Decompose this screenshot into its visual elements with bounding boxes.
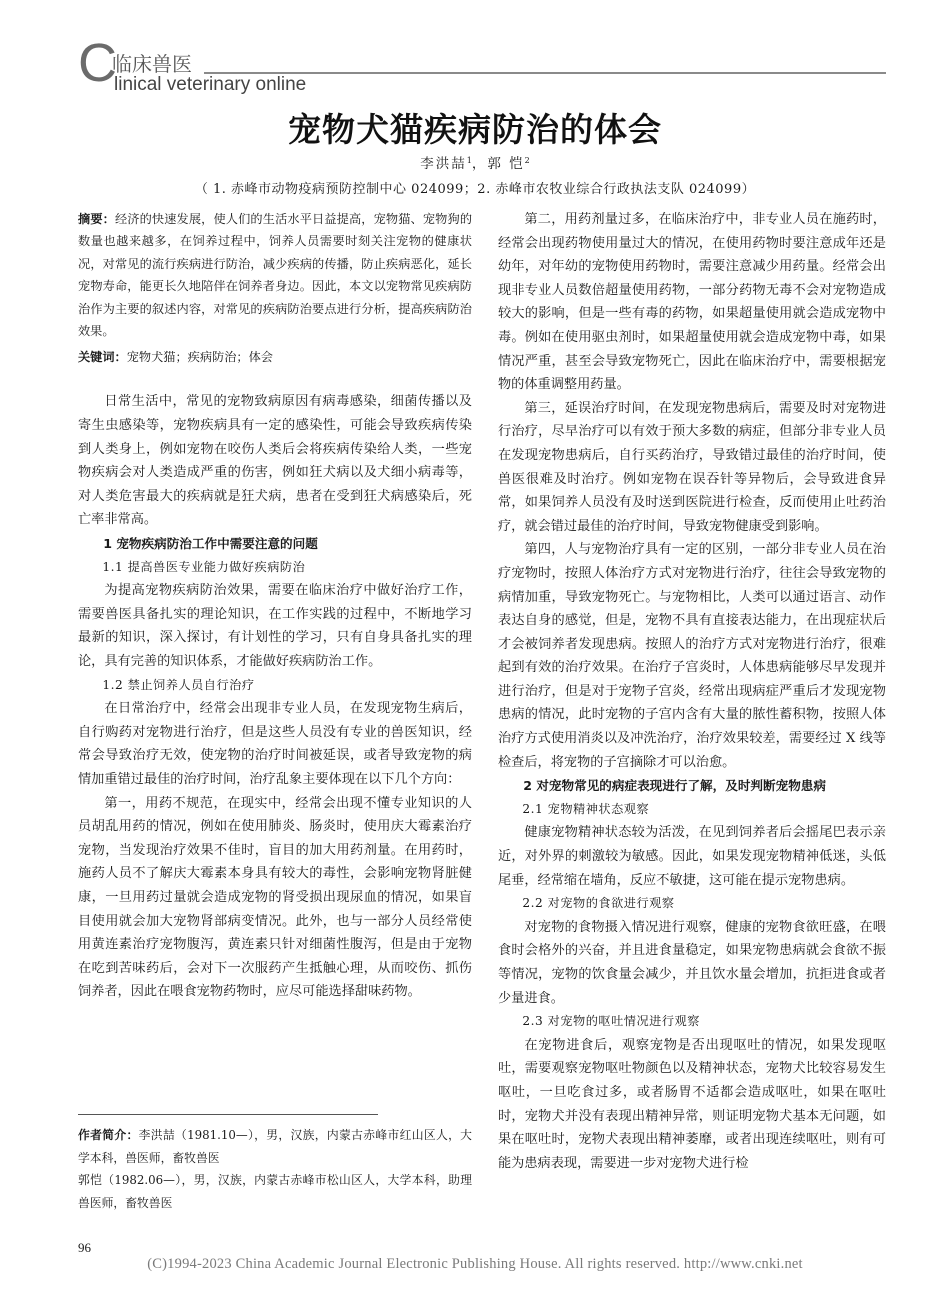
section-2-3-paragraph: 在宠物进食后，观察宠物是否出现呕吐的情况，如果发现呕吐，需要观察宠物呕吐物颜色以及精神状态，宠物犬比较容易发生呕吐，一旦吃食过多，或者肠胃不适都会造成呕吐，如果在呕吐时，宠物犬并没有表现出精神异常，则证明宠物犬基本无问题，如果在呕吐时，宠物犬表现出精神萎靡，或者出现连续呕吐，则有可能为患病表现，需要进一步对宠物犬进行检 <box>498 1037 886 1171</box>
abstract-label: 摘要： <box>78 212 115 226</box>
author-2: 郭 恺 <box>487 156 525 172</box>
journal-name-en: linical veterinary online <box>114 74 307 95</box>
point-second-paragraph: 第二，用药剂量过多，在临床治疗中，非专业人员在施药时，经常会出现药物使用量过大的情况，在使用药物时要注意成年还是幼年，对年幼的宠物使用药物时，需要注意减少用药量。经常会出现非专业人员数倍超量使用药物，一部分药物无毒不会对宠物造成较大的影响，但是一些有毒的药物，如果超量使用就会造成宠物中毒。例如在使用驱虫剂时，如果超量使用就会造成宠物中毒，如果情况严重，甚至会导致宠物死亡，因此在临床治疗中，需要根据宠物的体重调整用药量。 <box>498 212 886 393</box>
footnote-author-2: 郭恺（1982.06—），男，汉族，内蒙古赤峰市松山区人，大学本科，助理兽医师，畜牧兽医 <box>78 1173 472 1210</box>
article-authors <box>0 152 950 172</box>
section-1-heading: 1 宠物疾病防治工作中需要注意的问题 <box>103 536 318 551</box>
footnote-rule <box>78 1114 378 1115</box>
journal-header <box>78 33 888 95</box>
section-2-1-heading: 2.1 宠物精神状态观察 <box>522 801 650 816</box>
footnote-author-1: 作者简介：李洪喆（1981.10—），男，汉族，内蒙古赤峰市红山区人，大学本科，兽医师，畜牧兽医 <box>78 1128 472 1165</box>
point-first-paragraph: 第一，用药不规范，在现实中，经常会出现不懂专业知识的人员胡乱用药的情况，例如在使用肺炎、肠炎时，使用庆大霉素治疗宠物，当发现治疗效果不佳时，盲目的加大用药剂量。在用药时，施药人员不了解庆大霉素本身具有较大的毒性，会影响宠物肾脏健康，一旦用药过量就会造成宠物的肾受损出现尿血的情况，如果盲目使用就会加大宠物肾部病变情况。此外，也与一部分人员经常使用黄连素治疗宠物腹泻，黄连素只针对细菌性腹泻，但是由于宠物在吃到苦味药后，会对下一次服药产生抵触心理，从而咬伤、抓伤饲养者，因此在喂食宠物药物时，应尽可能选择甜味药物。 <box>78 795 472 1000</box>
abstract-text: 经济的快速发展，使人们的生活水平日益提高，宠物猫、宠物狗的数量也越来越多，在饲养过程中，饲养人员需要时刻关注宠物的健康状况，对常见的流行疾病进行防治，减少疾病的传播，防止疾病恶化，延长宠物寿命，能更长久地陪伴在饲养者身边。因此，本文以宠物常见疾病防治作为主要的叙述内容，对常见的疾病防治要点进行分析，提高疾病防治效果。 <box>78 212 473 339</box>
point-fourth-paragraph: 第四，人与宠物治疗具有一定的区别，一部分非专业人员在治疗宠物时，按照人体治疗方式对宠物进行治疗，往往会导致宠物的病情加重，导致宠物死亡。与宠物相比，人类可以通过语言、动作表达自身的感觉，但是，宠物不具有直接表达能力，在出现症状后才会被饲养者发现患病。按照人的治疗方式对宠物进行治疗，很难起到有效的治疗效果。在治疗子宫炎时，人体患病能够尽早发现并进行治疗，但是对于宠物子宫炎，经常出现病症严重后才发现宠物患病的情况，此时宠物的子宫内含有大量的脓性蓄积物，按照人体治疗方式使用消炎以及冲洗治疗，治疗效果较差，需要经过 X 线等检查后，将宠物的子宫摘除才可以治愈。 <box>498 542 886 770</box>
author-2-affil-mark: 2 <box>524 156 530 165</box>
journal-name-cn: 临床兽医 <box>112 52 192 76</box>
article-title: 宠物犬猫疾病防治的体会 <box>288 110 662 149</box>
keywords-label: 关键词： <box>78 350 127 365</box>
section-1-1-paragraph: 为提高宠物疾病防治效果，需要在临床治疗中做好治疗工作，需要兽医具备扎实的理论知识，在工作实践的过程中，不断地学习最新的知识，深入探讨，有计划性的学习，只有自身具备扎实的理论，具有完善的知识体系，才能做好疾病防治工作。 <box>78 583 472 669</box>
author-bio-footnote <box>78 1124 472 1214</box>
right-column <box>498 208 886 1175</box>
header-rule <box>204 72 886 74</box>
section-1-2-paragraph: 在日常治疗中，经常会出现非专业人员，在发现宠物生病后，自行购药对宠物进行治疗，但是这些人员没有专业的兽医知识，经常会导致治疗无效，使宠物的治疗时间被延误，或者导致宠物的病情加重错过最佳的治疗时间，治疗乱象主要体现在以下几个方向： <box>78 701 472 787</box>
left-column <box>78 208 472 1004</box>
author-1: 李洪喆 <box>420 156 467 172</box>
copyright-watermark: (C)1994-2023 China Academic Journal Electronic Publishing House. All rights reserved. http://www.cnki.net <box>147 1256 803 1272</box>
section-2-1-paragraph: 健康宠物精神状态较为活泼，在见到饲养者后会摇尾巴表示亲近，对外界的刺激较为敏感。因此，如果发现宠物精神低迷，头低尾垂，经常缩在墙角，反应不敏捷，这可能在提示宠物患病。 <box>498 825 886 888</box>
keywords-text: 宠物犬猫；疾病防治；体会 <box>126 350 273 365</box>
abstract <box>78 208 472 342</box>
section-2-3-heading: 2.3 对宠物的呕吐情况进行观察 <box>522 1014 700 1029</box>
author-separator: ， <box>471 156 488 172</box>
section-2-2-paragraph: 对宠物的食物摄入情况进行观察，健康的宠物食欲旺盛，在喂食时会格外的兴奋，并且进食量稳定，如果宠物患病就会食欲不振等情况，宠物的饮食量会减少，并且饮水量会增加，抗拒进食或者少量进食。 <box>498 919 886 1006</box>
section-1-2-heading: 1.2 禁止饲养人员自行治疗 <box>102 677 255 692</box>
point-third-paragraph: 第三，延误治疗时间，在发现宠物患病后，需要及时对宠物进行治疗，尽早治疗可以有效于预大多数的病症，但部分非专业人员在发现宠物患病后，自行买药治疗，导致错过最佳的治疗时间，使兽医很难及时治疗。例如宠物在误吞针等异物后，会导致进食异常，如果饲养人员没有及时送到医院进行检查，反而使用止吐药治疗，就会错过最佳的治疗时间，导致宠物健康受到影响。 <box>498 400 886 534</box>
affiliations: （ 1. 赤峰市动物疫病预防控制中心 024099；2. 赤峰市农牧业综合行政执法支队 024099） <box>194 182 756 197</box>
section-2-heading: 2 对宠物常见的病症表现进行了解，及时判断宠物患病 <box>523 778 826 794</box>
keywords <box>78 346 472 368</box>
section-2-2-heading: 2.2 对宠物的食欲进行观察 <box>522 896 675 911</box>
section-1-1-heading: 1.1 提高兽医专业能力做好疾病防治 <box>102 559 306 574</box>
page-number: 96 <box>78 1240 91 1255</box>
intro-paragraph: 日常生活中，常见的宠物致病原因有病毒感染，细菌传播以及寄生虫感染等，宠物疾病具有一定的感染性，可能会导致疾病传染到人类身上，例如宠物在咬伤人类后会将疾病传染给人类，一些宠物疾病会对人类造成严重的伤害，例如狂犬病以及犬细小病毒等，对人类危害最大的疾病就是狂犬病，患者在受到狂犬病感染后，死亡率非常高。 <box>78 394 472 528</box>
journal-logo-letter: C <box>78 33 117 93</box>
footnote-label: 作者简介： <box>78 1128 139 1142</box>
author-1-affil-mark: 1 <box>466 156 472 165</box>
